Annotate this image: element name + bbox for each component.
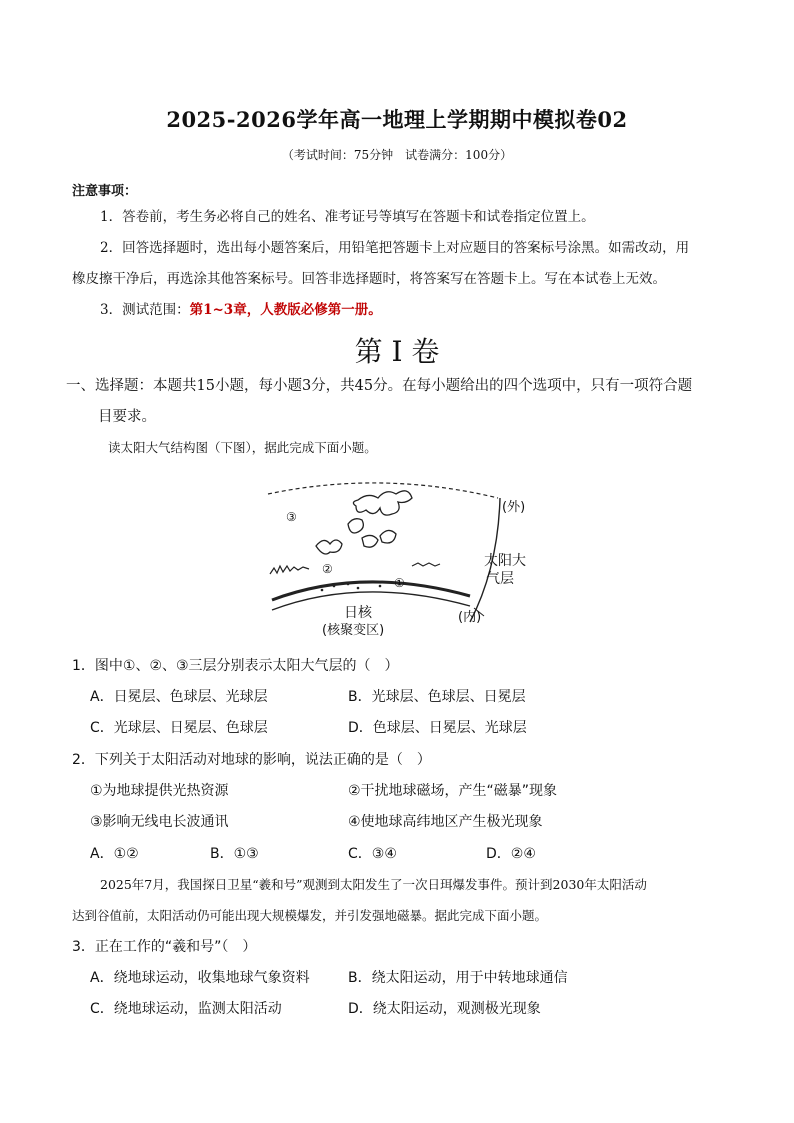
question-3-stem: 3．正在工作的“羲和号”（ ） (72, 939, 257, 955)
note-item-1: 1．答卷前，考生务必将自己的姓名、准考证号等填写在答题卡和试卷指定位置上。 (100, 209, 595, 225)
marker-2: ② (322, 562, 333, 576)
question-3-option-d: D．绕太阳运动，观测极光现象 (348, 1001, 541, 1017)
label-solar-atmosphere-2: 气层 (486, 571, 514, 587)
intro-2-line1: 2025年7月，我国探日卫星“羲和号”观测到太阳发生了一次日珥爆发事件。预计到2030年太阳活动 (100, 877, 647, 892)
notes-heading: 注意事项： (72, 184, 138, 199)
question-1-option-a: A．日冕层、色球层、光球层 (90, 689, 268, 705)
label-solar-atmosphere-1: 太阳大 (484, 553, 526, 569)
note-item-3-prefix: 3．测试范围： (100, 302, 190, 318)
question-3-option-a: A．绕地球运动，收集地球气象资料 (90, 970, 310, 986)
question-2-option-b: B．①③ (210, 846, 259, 862)
label-core: 日核 (344, 605, 372, 621)
note-item-3 (100, 300, 382, 320)
marker-1: ① (394, 576, 405, 590)
question-3-option-b: B．绕太阳运动，用于中转地球通信 (348, 970, 568, 986)
label-inner: (内) (458, 610, 482, 625)
label-outer: (外) (502, 500, 526, 515)
note-item-2-line1: 2．回答选择题时，选出每小题答案后，用铅笔把答题卡上对应题目的答案标号涂黑。如需改动，用 (100, 240, 690, 256)
page-title: 2025-2026学年高一地理上学期期中模拟卷02 (166, 107, 628, 132)
volume-title: 第 I 卷 (354, 335, 440, 368)
solar-atmosphere-figure (262, 478, 532, 638)
question-1-option-d: D．色球层、日冕层、光球层 (348, 720, 527, 736)
photosphere-arc (272, 582, 470, 600)
section-heading-line1: 一、选择题：本题共15小题，每小题3分，共45分。在每小题给出的四个选项中，只有一项符合题 (66, 378, 693, 394)
question-2-statement-3: ③影响无线电长波通讯 (90, 814, 229, 830)
question-1-option-b: B．光球层、色球层、日冕层 (348, 689, 526, 705)
question-2-stem: 2．下列关于太阳活动对地球的影响，说法正确的是（ ） (72, 752, 431, 768)
question-2-statement-2: ②干扰地球磁场，产生“磁暴”现象 (348, 783, 558, 799)
test-scope: 第1~3章，人教版必修第一册。 (189, 302, 382, 318)
intro-2-line2: 达到谷值前，太阳活动仍可能出现大规模爆发，并引发强地磁暴。据此完成下面小题。 (72, 908, 548, 923)
intro-1: 读太阳大气结构图（下图），据此完成下面小题。 (108, 440, 377, 455)
chromosphere-blob-2 (316, 530, 396, 554)
chromosphere-blob (348, 519, 378, 547)
outer-dashed-arc (268, 483, 498, 498)
question-1-stem: 1．图中①、②、③三层分别表示太阳大气层的（ ） (72, 658, 399, 674)
question-2-option-c: C．③④ (348, 846, 397, 862)
label-core-fusion: (核聚变区) (322, 623, 385, 638)
marker-3: ③ (286, 510, 297, 524)
question-2-option-d: D．②④ (486, 846, 536, 862)
question-3-option-c: C．绕地球运动，监测太阳活动 (90, 1001, 282, 1017)
spicule-edge (270, 563, 440, 574)
question-2-statement-4: ④使地球高纬地区产生极光现象 (348, 814, 543, 830)
exam-info: （考试时间：75分钟 试卷满分：100分） (281, 148, 513, 162)
question-2-option-a: A．①② (90, 846, 139, 862)
question-1-option-c: C．光球层、日冕层、色球层 (90, 720, 268, 736)
corona-blob (353, 491, 412, 515)
section-heading-line2: 目要求。 (98, 409, 156, 425)
question-2-statement-1: ①为地球提供光热资源 (90, 783, 229, 799)
note-item-2-line2: 橡皮擦干净后，再选涂其他答案标号。回答非选择题时，将答案写在答题卡上。写在本试卷上无效。 (72, 271, 666, 287)
